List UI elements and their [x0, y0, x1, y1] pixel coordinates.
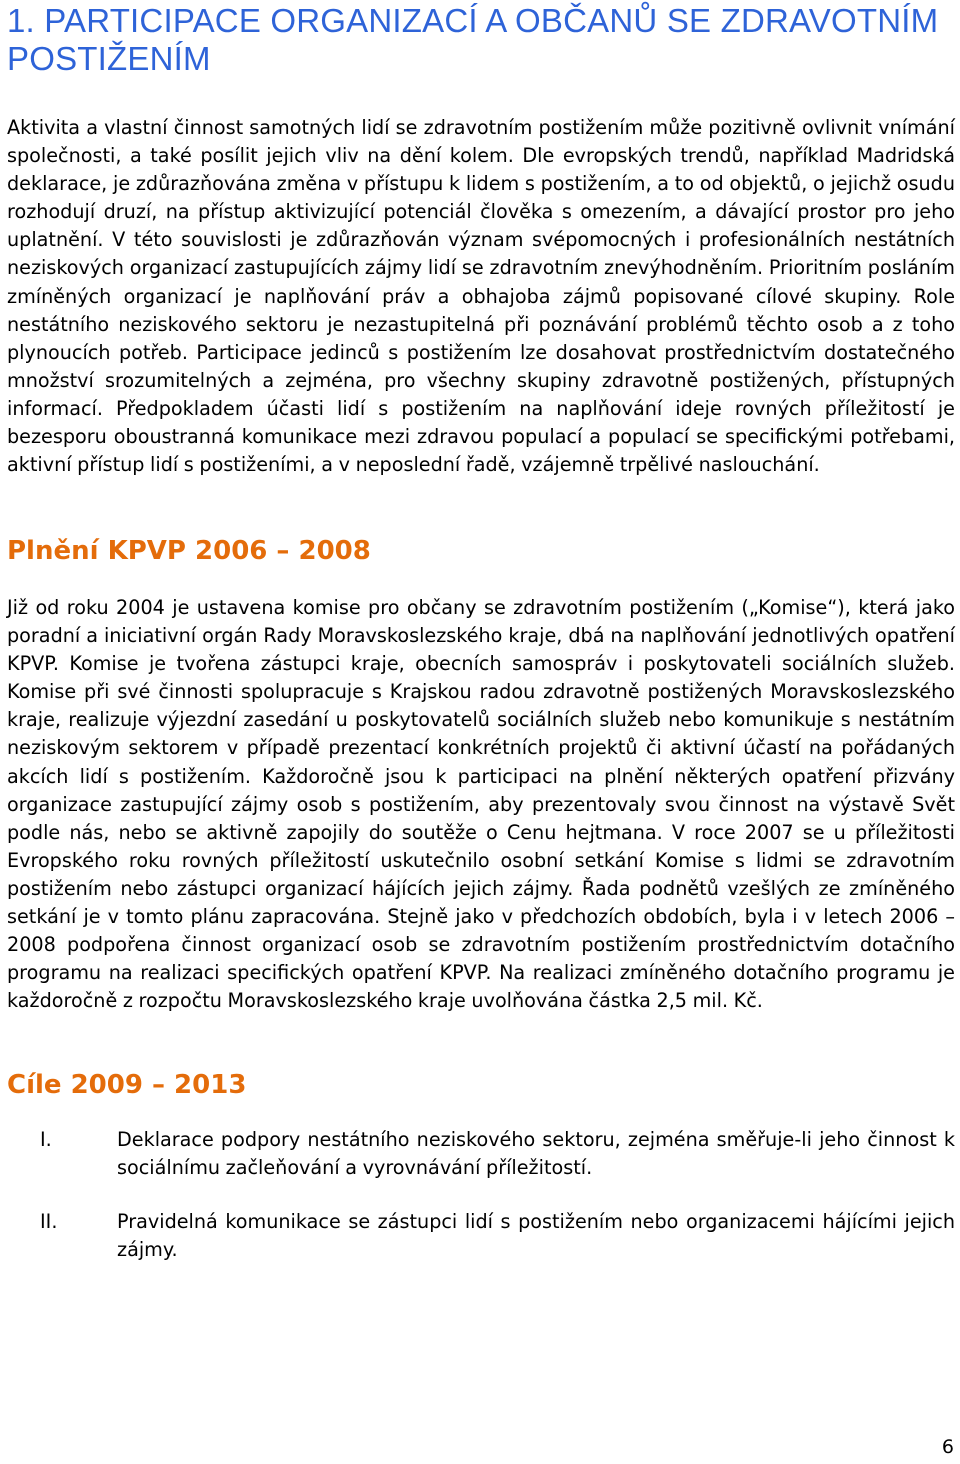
goal-number: I.	[40, 1128, 52, 1151]
goal-text: Pravidelná komunikace se zástupci lidí s postižením nebo organizacemi hájícími jejich zájmy.	[117, 1209, 955, 1261]
goal-list	[7, 1126, 955, 1289]
goal-item	[7, 1126, 955, 1183]
plneni-paragraph: Již od roku 2004 je ustavena komise pro občany se zdravotním postižením („Komise“), která jako poradní a iniciativní orgán Rady Moravskoslezského kraje, dbá na naplňování jednotlivých opatření KPVP. Komise je tvořena zástupci kraje, obecních samospráv i poskytovateli sociálních služeb. Komise při své činnosti spolupracuje s Krajskou radou zdravotně postižených Moravskoslezského kraje, realizuje výjezdní zasedání u poskytovatelů sociálních služeb nebo komunikuje s nestátním neziskovým sektorem v případě prezentací konkrétních projektů či aktivní účastí na pořádaných akcích lidí s postižením. Každoročně jsou k participaci na plnění některých opatření přizvány organizace zastupující zájmy osob s postižením, aby prezentovaly svou činnost na výstavě Svět podle nás, nebo se aktivně zapojily do soutěže o Cenu hejtmana. V roce 2007 se u příležitosti Evropského roku rovných příležitostí uskutečnilo osobní setkání Komise s lidmi se zdravotním postižením nebo zástupci organizací hájících jejich zájmy. Řada podnětů vzešlých ze zmíněného setkání je v tomto plánu zapracována. Stejně jako v předchozích obdobích, byla i v letech 2006 – 2008 podpořena činnost organizací osob se zdravotním postižením prostřednictvím dotačního programu na realizaci specifických opatření KPVP. Na realizaci zmíněného dotačního programu je každoročně z rozpočtu Moravskoslezského kraje uvolňována částka 2,5 mil. Kč.	[7, 596, 955, 1013]
goal-text: Deklarace podpory nestátního neziskového sektoru, zejména směřuje-li jeho činnost k sociálnímu začleňování a vyrovnávání příležitostí.	[117, 1128, 955, 1180]
goal-number: II.	[40, 1209, 58, 1233]
intro-paragraph: Aktivita a vlastní činnost samotných lidí se zdravotním postižením může pozitivně ovlivnit vnímání společnosti, a také posílit jejich vliv na dění kolem. Dle evropských trendů, například Madridská deklarace, je zdůrazňována změna v přístupu k lidem s postižením, a to od objektů, o jejichž osudu rozhodují druzí, na přístup aktivizující potenciál člověka s omezením, a dávající prostor pro jeho uplatnění. V této souvislosti je zdůrazňován význam svépomocných i profesionálních nestátních neziskových organizací zastupujících zájmy lidí se zdravotním znevýhodněním. Prioritním posláním zmíněných organizací je naplňování práv a obhajoba zájmů popisované cílové skupiny. Role nestátního neziskového sektoru je nezastupitelná při poznávání problémů těchto osob a z toho plynoucích potřeb. Participace jedinců s postižením lze dosahovat prostřednictvím dostatečného množství srozumitelných a zejména, pro všechny skupiny zdravotně postižených, přístupných informací. Předpokladem účasti lidí s postižením na naplňování ideje rovných příležitostí je bezesporu oboustranná komunikace mezi zdravou populací a populací se specifickými potřebami, aktivní přístup lidí s postiženími, a v neposlední řadě, vzájemně trpělivé naslouchání.	[7, 116, 955, 477]
page-number: 6	[941, 1436, 954, 1458]
section-heading-plneni: Plnění KPVP 2006 – 2008	[7, 536, 371, 566]
goal-item	[7, 1208, 955, 1265]
section-heading-cile: Cíle 2009 – 2013	[7, 1070, 247, 1100]
main-heading: 1. PARTICIPACE ORGANIZACÍ A OBČANŮ SE ZDRAVOTNÍM POSTIŽENÍM	[7, 2, 939, 77]
